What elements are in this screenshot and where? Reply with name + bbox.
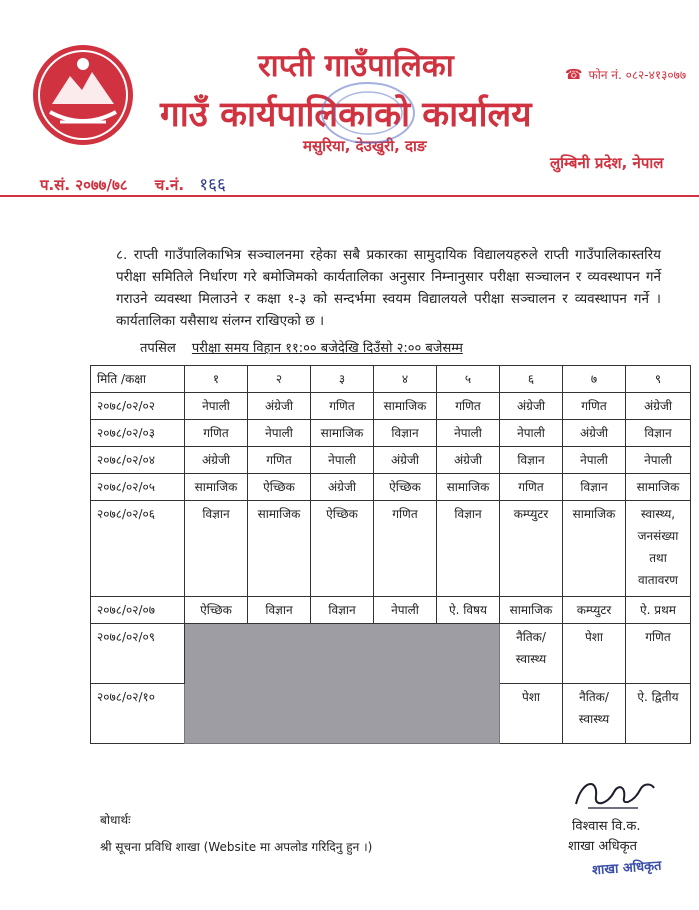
cc-title: बोधार्थः xyxy=(100,813,131,827)
date-cell: २०७८/०२/१० xyxy=(91,684,185,744)
nepal-emblem-icon xyxy=(30,42,136,148)
header-cell: २ xyxy=(248,366,311,393)
subject-cell: स्वास्थ्य, जनसंख्या तथा वातावरण xyxy=(626,501,691,597)
round-stamp-icon xyxy=(318,78,418,148)
subject-cell: सामाजिक xyxy=(185,474,248,501)
main-title: गाउँ कार्यपालिकाको कार्यालय xyxy=(160,95,532,135)
subject-cell: विज्ञान xyxy=(374,420,437,447)
subject-cell: अंग्रेजी xyxy=(563,420,626,447)
subject-cell: विज्ञान xyxy=(626,420,691,447)
subject-cell: पेशा xyxy=(563,624,626,684)
phone-number: फोन नं. ०८२-४१३०७७ xyxy=(588,68,687,82)
signer-title: शाखा अधिकृत xyxy=(568,839,638,854)
table-row xyxy=(91,597,691,624)
subject-cell: गणित xyxy=(563,393,626,420)
subject-cell: अंग्रेजी xyxy=(374,447,437,474)
subject-cell: अंग्रेजी xyxy=(500,393,563,420)
designation-stamp: शाखा अधिकृत xyxy=(591,858,662,879)
table-row xyxy=(91,393,691,420)
table-row xyxy=(91,474,691,501)
subject-cell: गणित xyxy=(311,393,374,420)
chalani-label: च.नं. xyxy=(154,176,185,194)
date-cell: २०७८/०२/०३ xyxy=(91,420,185,447)
subject-cell: अंग्रेजी xyxy=(626,393,691,420)
office-name: राप्ती गाउँपालिका xyxy=(258,48,454,84)
subject-cell: विज्ञान xyxy=(500,447,563,474)
date-cell: २०७८/०२/०६ xyxy=(91,501,185,597)
header-rule xyxy=(0,195,699,197)
subject-cell: अंग्रेजी xyxy=(437,447,500,474)
province: लुम्बिनी प्रदेश, नेपाल xyxy=(550,154,664,172)
exam-schedule-table xyxy=(90,365,691,744)
subject-cell: गणित xyxy=(185,420,248,447)
subject-cell: सामाजिक xyxy=(311,420,374,447)
subject-cell: नेपाली xyxy=(185,393,248,420)
subject-cell: विज्ञान xyxy=(437,501,500,597)
header-cell: १ xyxy=(185,366,248,393)
reference-line xyxy=(40,172,226,195)
header-cell: ७ xyxy=(563,366,626,393)
subject-cell: गणित xyxy=(500,474,563,501)
subject-cell: नेपाली xyxy=(563,447,626,474)
subject-cell: कम्प्युटर xyxy=(563,597,626,624)
subject-cell: अंग्रेजी xyxy=(311,474,374,501)
subject-cell: पेशा xyxy=(500,684,563,744)
subject-cell: गणित xyxy=(626,624,691,684)
header-cell: मिति /कक्षा xyxy=(91,366,185,393)
subject-cell: नैतिक/ स्वास्थ्य xyxy=(563,684,626,744)
subject-cell: विज्ञान xyxy=(185,501,248,597)
signature-icon xyxy=(568,774,658,814)
subject-cell: सामाजिक xyxy=(437,474,500,501)
table-row xyxy=(91,447,691,474)
subject-cell: नेपाली xyxy=(248,420,311,447)
subject-cell: गणित xyxy=(437,393,500,420)
subject-cell: नेपाली xyxy=(437,420,500,447)
subject-cell: विज्ञान xyxy=(248,597,311,624)
subject-cell: नेपाली xyxy=(311,447,374,474)
subject-cell: सामाजिक xyxy=(563,501,626,597)
patra-sankhya: प.सं. २०७७/७८ xyxy=(40,176,128,194)
tapsil-label: तपसिल xyxy=(140,341,176,356)
subject-cell: गणित xyxy=(248,447,311,474)
header-cell: ४ xyxy=(374,366,437,393)
office-address: मसुरिया, देउखुरी, दाङ xyxy=(303,137,427,155)
date-cell: २०७८/०२/०९ xyxy=(91,624,185,684)
schedule-body xyxy=(91,366,691,744)
subject-cell: ऐच्छिक xyxy=(374,474,437,501)
date-cell: २०७८/०२/०५ xyxy=(91,474,185,501)
subject-cell: ऐच्छिक xyxy=(311,501,374,597)
date-cell: २०७८/०२/०७ xyxy=(91,597,185,624)
subject-cell: विज्ञान xyxy=(563,474,626,501)
cc-recipient: श्री सूचना प्रविधि शाखा (Website मा अपलोड गरिदिनु हुन ।) xyxy=(100,840,373,854)
phone-info xyxy=(565,66,686,83)
subject-cell: नैतिक/ स्वास्थ्य xyxy=(500,624,563,684)
subject-cell: गणित xyxy=(374,501,437,597)
date-cell: २०७८/०२/०२ xyxy=(91,393,185,420)
subject-cell: ऐ. द्वितीय xyxy=(626,684,691,744)
date-cell: २०७८/०२/०४ xyxy=(91,447,185,474)
subject-cell: ऐ. प्रथम xyxy=(626,597,691,624)
table-row xyxy=(91,420,691,447)
subject-cell: नेपाली xyxy=(500,420,563,447)
table-row xyxy=(91,624,691,684)
subject-cell: ऐच्छिक xyxy=(185,597,248,624)
subject-cell: विज्ञान xyxy=(311,597,374,624)
subject-cell: अंग्रेजी xyxy=(248,393,311,420)
subject-cell: ऐच्छिक xyxy=(248,474,311,501)
table-row xyxy=(91,501,691,597)
notice-paragraph: ८. राप्ती गाउँपालिकाभित्र सञ्चालनमा रहेका सबै प्रकारका सामुदायिक विद्यालयहरुले राप्ती गाउँपालिकास्तरिय परीक्षा समितिले निर्धारण गरे बमोजिमको कार्यतालिका अनुसार निम्नानुसार परीक्षा सञ्चालन र व्यवस्थापन गर्ने गराउने व्यवस्था मिलाउने र कक्षा १-३ को सन्दर्भमा स्वयम विद्यालयले परीक्षा सञ्चालन र व्यवस्थापन गर्ने । कार्यतालिका यसैसाथ संलग्न राखिएको छ । xyxy=(116,247,661,329)
subject-cell: नेपाली xyxy=(374,597,437,624)
exam-time: परीक्षा समय विहान ११:०० बजेदेखि दिउँसो २:०० बजेसम्म xyxy=(191,341,463,356)
telephone-icon: ☎ xyxy=(565,67,583,83)
subject-cell: ऐ. विषय xyxy=(437,597,500,624)
header-cell: ३ xyxy=(311,366,374,393)
subject-cell: सामाजिक xyxy=(500,597,563,624)
signer-name: विश्वास वि.क. xyxy=(572,819,641,834)
chalani-number: १६६ xyxy=(199,175,226,195)
subject-cell: सामाजिक xyxy=(248,501,311,597)
header-cell: ९ xyxy=(626,366,691,393)
table-header-row xyxy=(91,366,691,393)
subject-cell: कम्प्युटर xyxy=(500,501,563,597)
header-cell: ६ xyxy=(500,366,563,393)
subject-cell: अंग्रेजी xyxy=(185,447,248,474)
subject-cell: सामाजिक xyxy=(374,393,437,420)
subject-cell: नेपाली xyxy=(626,447,691,474)
blank-shaded-area xyxy=(185,624,500,744)
subject-cell: सामाजिक xyxy=(626,474,691,501)
tapsil-line xyxy=(140,338,463,356)
header-cell: ५ xyxy=(437,366,500,393)
